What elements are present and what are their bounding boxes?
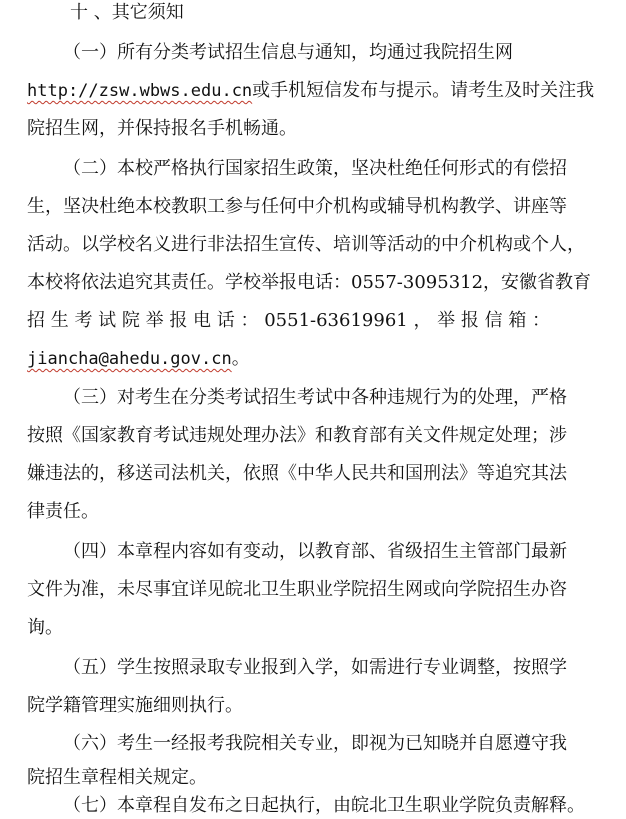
paragraph-6-line-1: （六）考生一经报考我院相关专业，即视为已知晓并自愿遵守我 <box>63 733 567 754</box>
report-email-link[interactable]: jiancha@ahedu.gov.cn <box>27 349 232 369</box>
paragraph-2-line-5: 招 生 考 试 院 举 报 电 话 ： 0551-63619961 ， 举 报 信 箱 ： <box>27 310 551 331</box>
paragraph-2-line-1: （二）本校严格执行国家招生政策，坚决杜绝任何形式的有偿招 <box>63 158 567 179</box>
paragraph-1-line-3: 院招生网，并保持报名手机畅通。 <box>27 118 297 139</box>
paragraph-4-line-3: 询。 <box>27 617 63 638</box>
paragraph-2-line-4: 本校将依法追究其责任。学校举报电话：0557-3095312，安徽省教育 <box>27 272 592 293</box>
paragraph-1-line-2-text: 或手机短信发布与提示。请考生及时关注我 <box>252 80 595 101</box>
paragraph-1-line-2 <box>27 78 594 104</box>
paragraph-2-line-6-text: 。 <box>231 348 250 369</box>
paragraph-5-line-1: （五）学生按照录取专业报到入学，如需进行专业调整，按照学 <box>63 657 567 678</box>
paragraph-2-line-3: 活动。以学校名义进行非法招生宣传、培训等活动的中介机构或个人， <box>27 234 585 255</box>
paragraph-1-line-1: （一）所有分类考试招生信息与通知，均通过我院招生网 <box>63 42 513 63</box>
paragraph-4-line-2: 文件为准，未尽事宜详见皖北卫生职业学院招生网或向学院招生办咨 <box>27 579 567 600</box>
paragraph-7-line-1: （七）本章程自发布之日起执行，由皖北卫生职业学院负责解释。 <box>63 795 585 816</box>
paragraph-2-line-6 <box>27 346 250 372</box>
section-heading: 十 、其它须知 <box>70 2 184 23</box>
paragraph-5-line-2: 院学籍管理实施细则执行。 <box>27 695 243 716</box>
paragraph-3-line-4: 律责任。 <box>27 501 99 522</box>
paragraph-2-line-2: 生，坚决杜绝本校教职工参与任何中介机构或辅导机构教学、讲座等 <box>27 196 567 217</box>
paragraph-6-line-2: 院招生章程相关规定。 <box>27 767 207 788</box>
paragraph-4-line-1: （四）本章程内容如有变动，以教育部、省级招生主管部门最新 <box>63 541 567 562</box>
admissions-website-link[interactable]: http://zsw.wbws.edu.cn <box>27 81 253 101</box>
paragraph-3-line-3: 嫌违法的，移送司法机关，依照《中华人民共和国刑法》等追究其法 <box>27 463 567 484</box>
paragraph-3-line-1: （三）对考生在分类考试招生考试中各种违规行为的处理，严格 <box>63 387 567 408</box>
paragraph-3-line-2: 按照《国家教育考试违规处理办法》和教育部有关文件规定处理；涉 <box>27 425 567 446</box>
